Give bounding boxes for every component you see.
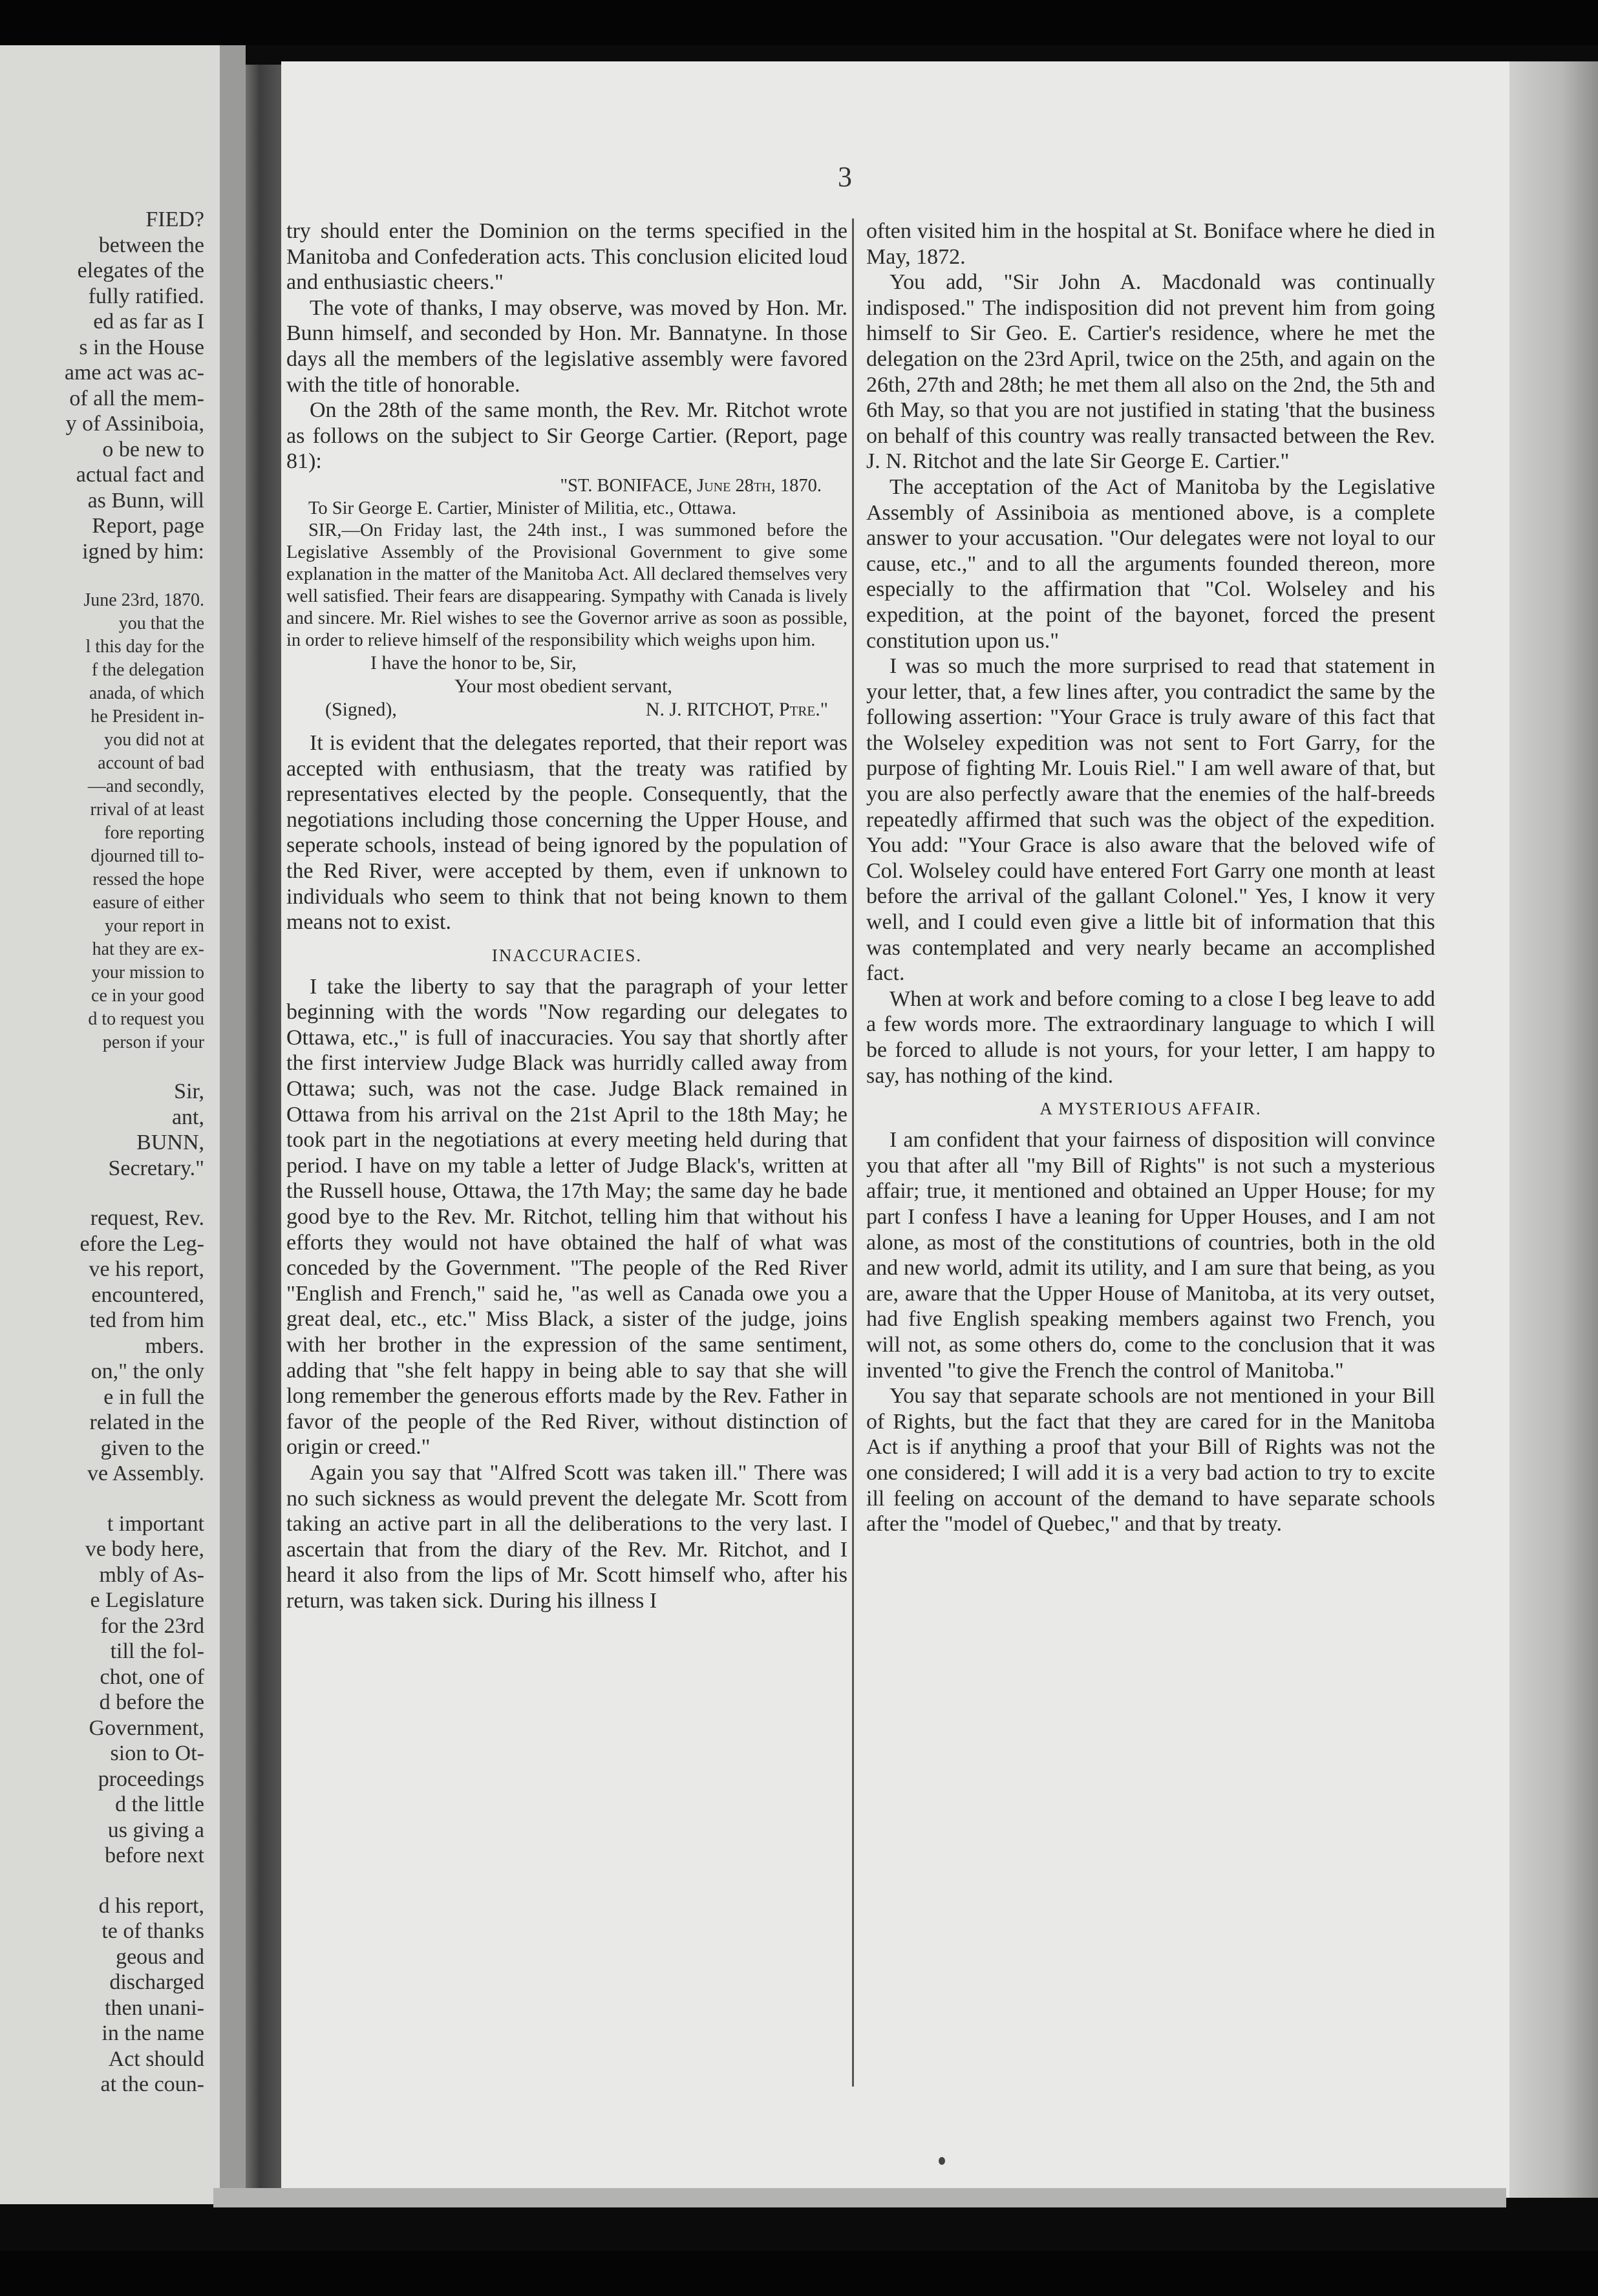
previous-page-line — [0, 1181, 204, 1206]
paragraph: The acceptation of the Act of Manitoba by the Legislative Assembly of Assiniboia as mentioned above, is a complete answer to your accusation. "Our delegates were not loyal to our cause, etc.," and to all the arguments founded thereon, more especially to the affirmation that "Col. Wolseley and his expedition, at the point of the bayonet, forced the present constitution upon us." — [866, 474, 1435, 653]
previous-page-line: Government, — [89, 1716, 204, 1740]
previous-page-line: account of bad — [98, 753, 204, 773]
paragraph: It is evident that the delegates reported, that their report was accepted with enthusiasm, that the treaty was ratified by representatives elected by the people. Consequently, that the negotiations including those concerning the Upper House, and seperate schools, instead of being ignored by the population of the Red River, were accepted by them, even if unknown to individuals who seem to think that not being known to them means not to exist. — [286, 730, 847, 935]
text-column-right — [866, 218, 1435, 1537]
previous-page-line: mbers. — [145, 1334, 204, 1358]
previous-page-line: us giving a — [107, 1818, 204, 1842]
previous-page-line: discharged — [109, 1970, 204, 1994]
previous-page-line: hat they are ex- — [92, 939, 204, 959]
previous-page-line: e in full the — [103, 1385, 204, 1409]
paragraph: On the 28th of the same month, the Rev. Mr. Ritchot wrote as follows on the subject to Sir George Cartier. (Report, page 81): — [286, 398, 847, 474]
previous-page-line: e Legislature — [90, 1588, 204, 1612]
letter-address: To Sir George E. Cartier, Minister of Militia, etc., Ottawa. — [308, 498, 736, 518]
previous-page-line: ve body here, — [85, 1537, 204, 1561]
closing-line: Your most obedient servant, — [454, 675, 672, 697]
previous-page-line: Act should — [108, 2046, 204, 2071]
previous-page-line: June 23rd, 1870. — [83, 590, 204, 610]
quoted-letter — [286, 474, 847, 652]
previous-page-line: ve Assembly. — [87, 1462, 204, 1485]
previous-page-line: d his report, — [98, 1893, 204, 1918]
previous-page-line: at the coun- — [100, 2072, 204, 2096]
previous-page-line: proceedings — [98, 1767, 204, 1791]
previous-page-line: efore the Leg- — [80, 1231, 204, 1256]
previous-page-line: y of Assiniboia, — [65, 412, 204, 436]
previous-page-line — [0, 564, 204, 589]
previous-page-line: mbly of As- — [99, 1562, 204, 1587]
previous-page — [0, 45, 220, 2204]
previous-page-line: of all the mem- — [69, 386, 204, 410]
previous-page-line: actual fact and — [76, 463, 204, 487]
paragraph: Again you say that "Alfred Scott was taken ill." There was no such sickness as would prevent the delegate Mr. Scott from taking an active part in all the deliberations to the very last. I ascertain that from the diary of the Rev. Mr. Ritchot, and I heard it also from the lips of Mr. Scott himself who, after his return, was taken sick. During his illness I — [286, 1460, 847, 1613]
previous-page-line: your mission to — [91, 962, 204, 983]
previous-page-line: —and secondly, — [87, 776, 204, 796]
signature-line — [286, 698, 847, 721]
previous-page-line — [0, 1054, 204, 1079]
previous-page-line: Sir, — [174, 1079, 204, 1103]
previous-page-line: ce in your good — [91, 986, 204, 1006]
paragraph: often visited him in the hospital at St. Boniface where he died in May, 1872. — [866, 219, 1435, 269]
previous-page-line: l this day for the — [85, 637, 204, 657]
previous-page-line: Secretary." — [108, 1156, 204, 1180]
previous-page-line: f the delegation — [91, 660, 204, 680]
previous-page-line: d to request you — [88, 1009, 204, 1029]
previous-page-line: person if your — [102, 1032, 204, 1052]
previous-page-line: ant, — [171, 1105, 204, 1129]
previous-page-line: you that the — [118, 613, 204, 633]
previous-page-line: before next — [105, 1844, 204, 1867]
previous-page-line: between the — [98, 233, 204, 257]
letter-dateline: "ST. BONIFACE, June 28th, 1870. — [560, 475, 822, 496]
previous-page-line: te of thanks — [101, 1919, 204, 1943]
previous-page-line: on," the only — [91, 1359, 204, 1383]
previous-page-line: sion to Ot- — [110, 1741, 204, 1765]
section-heading: INACCURACIES. — [491, 945, 643, 965]
section-heading: A MYSTERIOUS AFFAIR. — [1039, 1099, 1262, 1119]
page-gutter — [220, 45, 246, 2204]
previous-page-line: djourned till to- — [91, 846, 204, 866]
previous-page-line: Report, page — [92, 514, 204, 538]
previous-page-line: d the little — [115, 1792, 204, 1816]
column-divider — [852, 218, 854, 2087]
previous-page-line: ressed the hope — [92, 869, 204, 889]
previous-page-line: FIED? — [145, 207, 204, 231]
previous-page-line: easure of either — [92, 893, 204, 913]
page-bottom-edge — [213, 2188, 1506, 2207]
previous-page-line: chot, one of — [100, 1664, 204, 1689]
closing-line: I have the honor to be, Sir, — [370, 652, 577, 674]
previous-page-line: request, Rev. — [90, 1206, 204, 1230]
paragraph: The vote of thanks, I may observe, was moved by Hon. Mr. Bunn himself, and seconded by Hon. Mr. Bannatyne. In those days all the members of the legislative assembly were favored with the title of honorable. — [286, 295, 847, 397]
page-number: 3 — [838, 161, 852, 193]
signed-label: (Signed), — [325, 698, 397, 720]
paragraph: I take the liberty to say that the paragraph of your letter beginning with the words "Now regarding our delegates to Ottawa, etc.," is full of inaccuracies. You say that shortly after the first interview Judge Black was hurridly called away from Ottawa; such, was not the case. Judge Black remained in Ottawa from his arrival on the 21st April to the 18th May; he took part in the negotiations at every meeting held during that period. I have on my table a letter of Judge Black's, written at the Russell house, Ottawa, the 17th May; the same day he bade good bye to the Rev. Mr. Ritchot, telling him that without his efforts they would not have obtained the half of what was conceded by the Government. "The people of the Red River "English and French," said he, "as well as Canada owe you a great deal, etc., etc." Miss Black, a sister of the judge, joins with her brother in the expression of the same sentiment, adding that "she felt happy in being able to say that she will long remember the generous efforts made by the Rev. Father in favor of the people of the Red River, without distinction of origin or creed." — [286, 974, 847, 1460]
previous-page-line: geous and — [116, 1944, 204, 1969]
letter-closing — [286, 652, 847, 721]
previous-page-line: ed as far as I — [93, 310, 204, 334]
previous-page-line: given to the — [100, 1436, 204, 1460]
previous-page-line: ve his report, — [89, 1257, 204, 1281]
page-edge — [1509, 61, 1598, 2198]
previous-page-line: for the 23rd — [100, 1613, 204, 1638]
previous-page-line: he President in- — [91, 707, 204, 727]
paragraph: You say that separate schools are not mentioned in your Bill of Rights, but the fact that they are cared for in the Manitoba Act is if anything a proof that your Bill of Rights was not the one considered; I will add it is a very bad action to try to excite ill feeling on account of the demand to have separate schools after the "model of Quebec," and that by treaty. — [866, 1384, 1435, 1536]
previous-page-line: ame act was ac- — [64, 361, 204, 385]
previous-page-line: rrival of at least — [90, 800, 204, 820]
paragraph: You add, "Sir John A. Macdonald was continually indisposed." The indisposition did not prevent him from going himself to Sir Geo. E. Cartier's residence, where he met the delegation on the 23rd April, twice on the 25th, and again on the 26th, 27th and 28th; he met them all also on the 2nd, the 5th and 6th May, so that you are not justified in stating 'that the business on behalf of this country was really transacted between the Rev. J. N. Ritchot and the late Sir George E. Cartier." — [866, 270, 1435, 474]
previous-page-line: in the name — [101, 2021, 204, 2045]
scan-border-bottom — [0, 2251, 1598, 2296]
previous-page-line: t important — [107, 1511, 204, 1536]
previous-page-line: fore reporting — [104, 823, 204, 843]
previous-page-line: anada, of which — [89, 683, 204, 703]
previous-page-line — [0, 1487, 204, 1511]
previous-page-line: s in the House — [79, 335, 204, 359]
previous-page-line: then unani- — [105, 1995, 204, 2020]
previous-page-line: your report in — [105, 916, 204, 936]
ink-smudge — [939, 2157, 945, 2165]
previous-page-line: ted from him — [89, 1308, 204, 1332]
paragraph: I am confident that your fairness of disposition will convince you that after all "my Bill of Rights" is not such a mysterious affair; true, it mentioned and obtained an Upper House; for my part I confess I have a leaning for Upper Houses, and I am not alone, as most of the constitutions of countries, both in the old and new world, admit its utility, and I am sure that being, as you are, aware that the Upper House of Manitoba, at its very outset, had five English speaking members against two French, you will not, as some others do, come to the conclusion that it was invented "to give the French the control of Manitoba." — [866, 1128, 1435, 1383]
previous-page-text — [0, 207, 204, 2098]
previous-page-line: igned by him: — [82, 539, 204, 564]
previous-page-line: as Bunn, will — [87, 488, 204, 513]
letter-body: SIR,—On Friday last, the 24th inst., I was summoned before the Legislative Assembly of the Provisional Government to give some explanation in the matter of the Manitoba Act. All declared themselves very well satisfied. Their fears are disappearing. Sympathy with Canada is lively and sincere. Mr. Riel wishes to see the Governor arrive as soon as possible, in order to relieve himself of the responsibility which weighs upon him. — [286, 520, 847, 650]
text-column-left — [286, 218, 847, 1614]
paragraph: When at work and before coming to a close I beg leave to add a few words more. The extraordinary language to which I will be forced to allude is not yours, for your letter, I am happy to say, has nothing of the kind. — [866, 986, 1435, 1088]
previous-page-line: fully ratified. — [88, 284, 204, 308]
book-spine — [246, 65, 281, 2191]
signature-name: N. J. RITCHOT, Ptre." — [645, 698, 828, 720]
previous-page-line: you did not at — [104, 730, 204, 750]
previous-page-line: d before the — [99, 1690, 204, 1714]
previous-page-line — [0, 1869, 204, 1893]
previous-page-line: till the fol- — [110, 1639, 204, 1663]
previous-page-line: encountered, — [91, 1282, 204, 1307]
previous-page-line: o be new to — [102, 437, 204, 462]
previous-page-line: BUNN, — [136, 1131, 204, 1154]
previous-page-line: elegates of the — [77, 259, 204, 282]
previous-page-line: related in the — [89, 1410, 204, 1434]
scan-border-top — [0, 0, 1598, 45]
paragraph: try should enter the Dominion on the terms specified in the Manitoba and Confederation acts. This conclusion elicited loud and enthusiastic cheers." — [286, 219, 847, 295]
paragraph: I was so much the more surprised to read that statement in your letter, that, a few lines after, you contradict the same by the following assertion: "Your Grace is truly aware of this fact that the Wolseley expedition was not sent to Fort Garry, for the purpose of fighting Mr. Louis Riel." I am well aware of that, but you are also perfectly aware that the enemies of the half-breeds repeatedly affirmed that such was the object of the expedition. You add: "Your Grace is also aware that the beloved wife of Col. Wolseley could have entered Fort Garry one month at least before the arrival of the gallant Colonel." Yes, I know it very well, and I could even give a little bit of information that this was contemplated and very nearly became an accomplished fact. — [866, 654, 1435, 986]
